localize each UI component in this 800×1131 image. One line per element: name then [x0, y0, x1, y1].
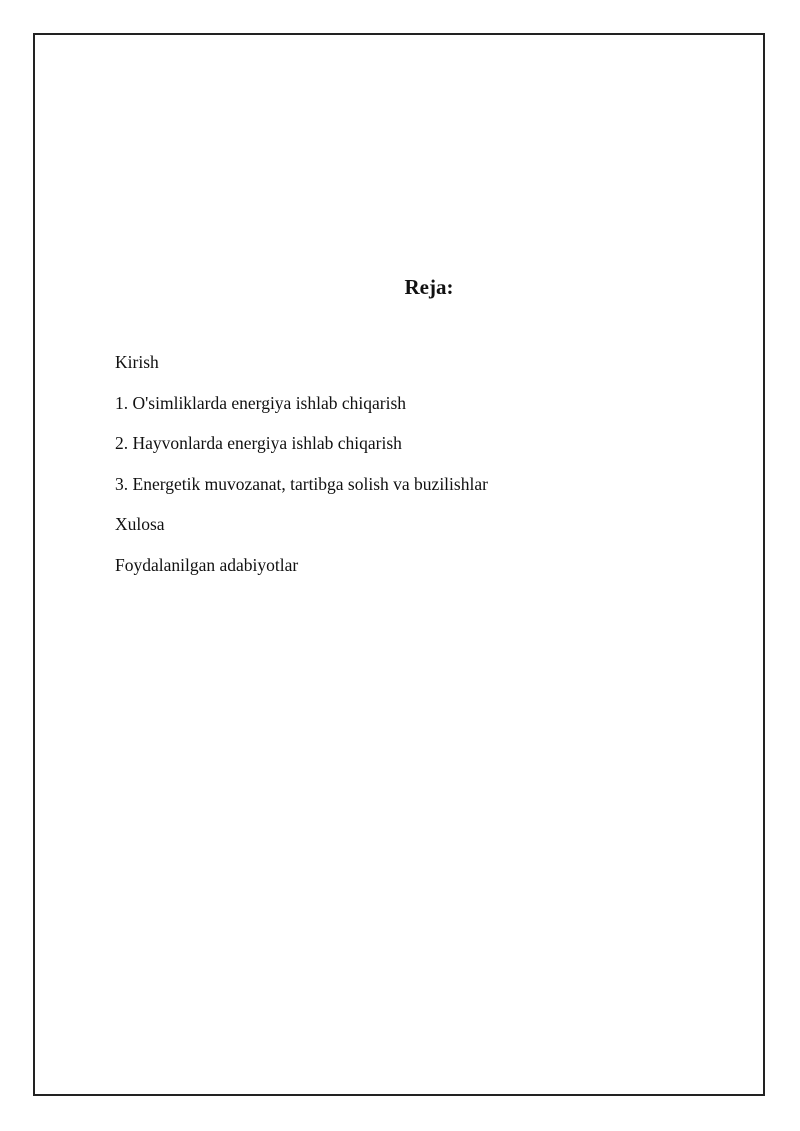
toc-item-introduction: Kirish	[115, 352, 159, 372]
table-of-contents	[115, 350, 488, 593]
toc-item-section-3: 3. Energetik muvozanat, tartibga solish va buzilishlar	[115, 473, 488, 494]
toc-item-references: Foydalanilgan adabiyotlar	[115, 554, 299, 575]
toc-item-section-2: 2. Hayvonlarda energiya ishlab chiqarish	[115, 433, 402, 453]
toc-item-conclusion: Xulosa	[115, 514, 165, 534]
page-title: Reja:	[404, 275, 454, 299]
toc-item-section-1: 1. O'simliklarda energiya ishlab chiqarish	[115, 392, 407, 413]
